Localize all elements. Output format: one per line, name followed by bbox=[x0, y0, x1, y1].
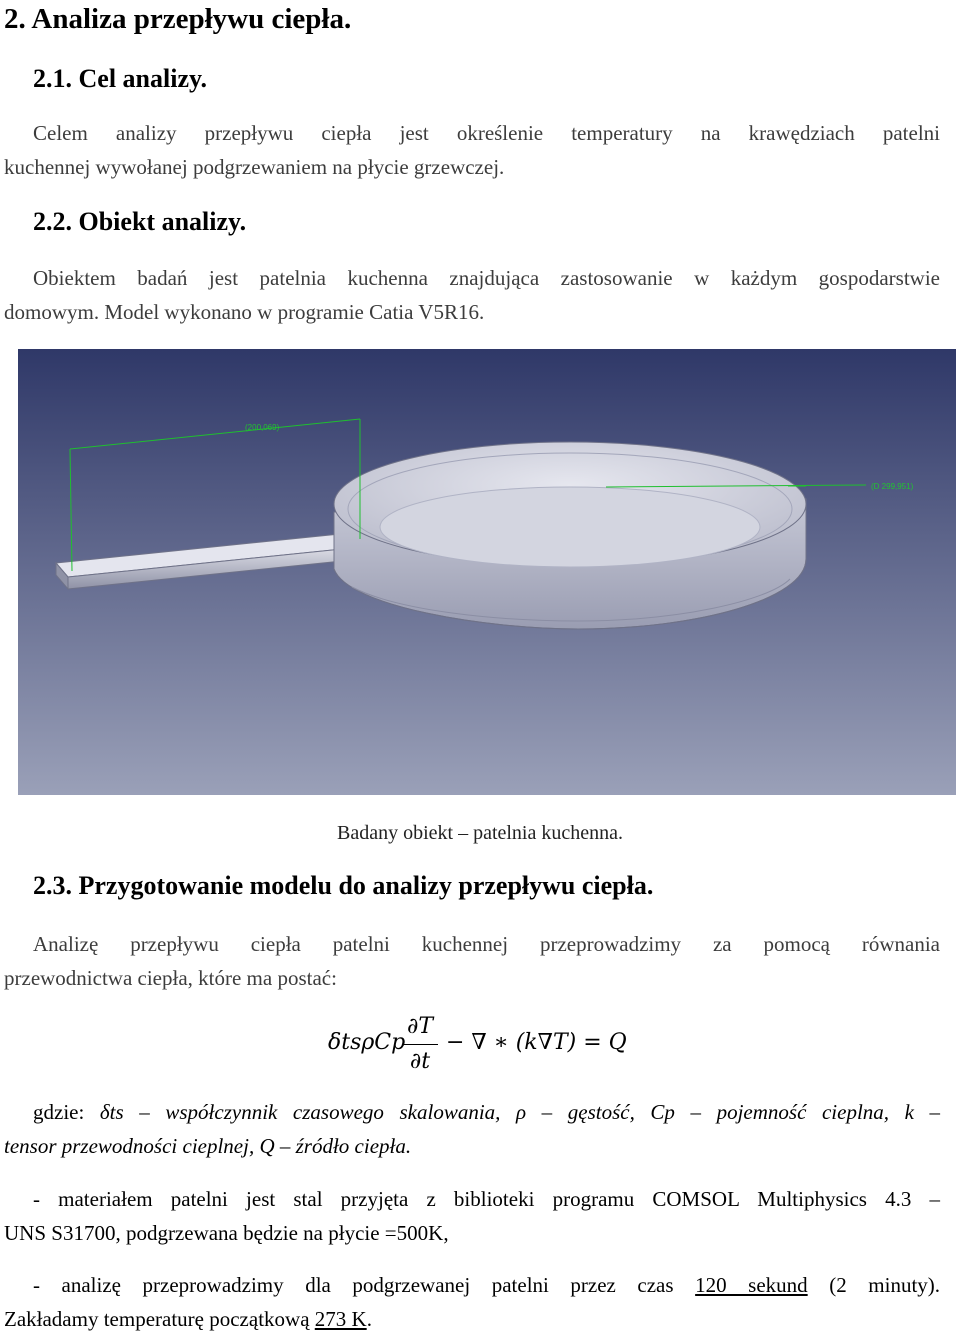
bullet-line: - materiałem patelni jest stal przyjęta z biblioteki programu COMSOL Multiphysics 4.3 – bbox=[33, 1187, 940, 1211]
initial-temperature-value: 273 K bbox=[314, 1307, 367, 1331]
paragraph-line: domowym. Model wykonano w programie Catia V5R16. bbox=[4, 300, 485, 324]
paragraph-line: przewodnictwa ciepła, które ma postać: bbox=[4, 966, 337, 990]
dimension-label-diameter: (D 299,951) bbox=[871, 482, 914, 491]
paragraph-goal bbox=[4, 116, 940, 184]
bullet-line: UNS S31700, podgrzewana będzie na płycie =500K, bbox=[4, 1221, 449, 1245]
paragraph-line: Obiektem badań jest patelnia kuchenna znajdująca zastosowanie w każdym gospodarstwie bbox=[33, 266, 940, 290]
page-title: 2. Analiza przepływu ciepła. bbox=[4, 3, 352, 35]
equation-legend bbox=[4, 1095, 940, 1163]
paragraph-line: Analizę przepływu ciepła patelni kuchennej przeprowadzimy za pomocą równania bbox=[33, 932, 940, 956]
paragraph-object bbox=[4, 261, 940, 329]
legend-line: tensor przewodności cieplnej, Q – źródło ciepła. bbox=[4, 1134, 412, 1158]
heat-equation bbox=[320, 1010, 650, 1080]
pan-body bbox=[334, 442, 806, 629]
equation-numerator: ∂T bbox=[406, 1014, 434, 1039]
bullet-text: Zakładamy temperaturę początkową bbox=[4, 1307, 310, 1331]
equation-lhs: δtsρCp bbox=[328, 1030, 406, 1055]
section-heading-goal: 2.1. Cel analizy. bbox=[33, 64, 208, 93]
bullet-line bbox=[4, 1302, 940, 1336]
dimension-label-width: (200,069) bbox=[245, 423, 280, 432]
figure-caption: Badany obiekt – patelnia kuchenna. bbox=[336, 822, 623, 844]
section-heading-object: 2.2. Obiekt analizy. bbox=[33, 207, 247, 236]
paragraph-line: kuchennej wywołanej podgrzewaniem na płycie grzewczej. bbox=[4, 155, 505, 179]
paragraph-line: Celem analizy przepływu ciepła jest określenie temperatury na krawędziach patelni bbox=[33, 121, 940, 145]
equation-rhs: − ∇ ∗ (k∇T) = Q bbox=[446, 1030, 627, 1055]
equation-denominator: ∂t bbox=[409, 1049, 431, 1074]
duration-value: 120 sekund bbox=[695, 1273, 808, 1297]
equation-fraction bbox=[402, 1010, 438, 1079]
bullet-text: (2 minuty). bbox=[829, 1273, 941, 1297]
bullet-time bbox=[4, 1268, 940, 1336]
bullet-material bbox=[4, 1182, 940, 1250]
legend-line bbox=[4, 1095, 940, 1129]
frying-pan-figure bbox=[18, 349, 956, 795]
frying-pan-render bbox=[18, 349, 956, 795]
legend-symbol: δts bbox=[99, 1100, 124, 1124]
paragraph-model bbox=[4, 927, 940, 995]
section-heading-model: 2.3. Przygotowanie modelu do analizy przepływu ciepła. bbox=[33, 871, 654, 900]
legend-prefix: gdzie: bbox=[33, 1100, 85, 1124]
bullet-line bbox=[4, 1268, 940, 1302]
legend-text: – współczynnik czasowego skalowania, ρ – gęstość, Cp – pojemność cieplna, k – bbox=[139, 1100, 941, 1124]
bullet-text: - analizę przeprowadzimy dla podgrzewanej patelni przez czas bbox=[33, 1273, 674, 1297]
bullet-text: . bbox=[366, 1307, 372, 1331]
